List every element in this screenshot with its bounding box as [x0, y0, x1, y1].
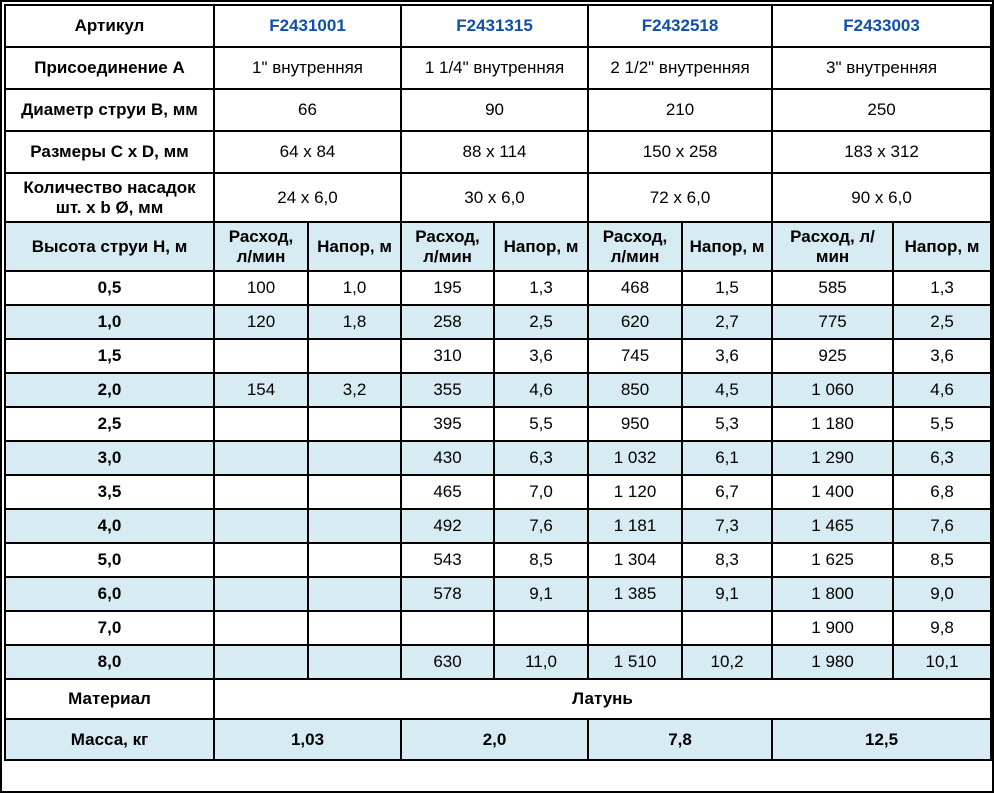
head-m-value: 4,5: [682, 373, 772, 407]
jet-diameter-value: 66: [214, 89, 401, 131]
mass-value: 1,03: [214, 719, 401, 760]
head-m-value: 6,8: [893, 475, 991, 509]
nozzle-count-value: 72 x 6,0: [588, 173, 772, 222]
jet-height-value: 5,0: [5, 543, 214, 577]
flow-lmin-value: 1 385: [588, 577, 682, 611]
flow-lmin-value: 1 510: [588, 645, 682, 679]
head-m-value: 6,1: [682, 441, 772, 475]
head-m-value: 1,8: [308, 305, 401, 339]
flow-lmin-value: 355: [401, 373, 494, 407]
flow-header-row: [5, 222, 991, 271]
head-m-value: 8,5: [893, 543, 991, 577]
row-mass: [5, 719, 991, 760]
row-label-connection: Присоединение A: [5, 47, 214, 89]
col-header-head: Напор, м: [893, 222, 991, 271]
flow-lmin-value: 950: [588, 407, 682, 441]
flow-lmin-value: [214, 441, 308, 475]
jet-height-value: 0,5: [5, 271, 214, 305]
nozzle-count-value: 24 x 6,0: [214, 173, 401, 222]
flow-lmin-value: 745: [588, 339, 682, 373]
head-m-value: [308, 407, 401, 441]
flow-lmin-value: 630: [401, 645, 494, 679]
row-label-jet-diameter: Диаметр струи B, мм: [5, 89, 214, 131]
head-m-value: [308, 475, 401, 509]
flow-lmin-value: 100: [214, 271, 308, 305]
flow-row: [5, 543, 991, 577]
head-m-value: 1,3: [893, 271, 991, 305]
jet-height-value: 1,5: [5, 339, 214, 373]
row-label-dimensions: Размеры C x D, мм: [5, 131, 214, 173]
flow-row: [5, 373, 991, 407]
jet-height-value: 2,5: [5, 407, 214, 441]
article-number: F2432518: [588, 5, 772, 47]
flow-lmin-value: 1 800: [772, 577, 893, 611]
flow-row: [5, 339, 991, 373]
flow-lmin-value: [214, 475, 308, 509]
flow-row: [5, 305, 991, 339]
head-m-value: 9,0: [893, 577, 991, 611]
row-jet-diameter: [5, 89, 991, 131]
head-m-value: 9,8: [893, 611, 991, 645]
head-m-value: [682, 611, 772, 645]
flow-lmin-value: 154: [214, 373, 308, 407]
col-header-flow: Расход, л/мин: [772, 222, 893, 271]
row-article: [5, 5, 991, 47]
mass-value: 12,5: [772, 719, 991, 760]
flow-row: [5, 475, 991, 509]
head-m-value: 5,3: [682, 407, 772, 441]
col-header-head: Напор, м: [682, 222, 772, 271]
jet-height-value: 7,0: [5, 611, 214, 645]
head-m-value: 4,6: [494, 373, 588, 407]
flow-lmin-value: 1 400: [772, 475, 893, 509]
flow-lmin-value: 925: [772, 339, 893, 373]
flow-lmin-value: [401, 611, 494, 645]
flow-row: [5, 271, 991, 305]
flow-lmin-value: 465: [401, 475, 494, 509]
flow-lmin-value: [214, 577, 308, 611]
row-connection: [5, 47, 991, 89]
head-m-value: [308, 509, 401, 543]
head-m-value: [308, 339, 401, 373]
flow-lmin-value: 195: [401, 271, 494, 305]
head-m-value: [494, 611, 588, 645]
flow-lmin-value: [214, 407, 308, 441]
head-m-value: [308, 577, 401, 611]
dimensions-value: 150 x 258: [588, 131, 772, 173]
jet-height-value: 6,0: [5, 577, 214, 611]
row-label-mass: Масса, кг: [5, 719, 214, 760]
flow-lmin-value: 395: [401, 407, 494, 441]
row-label-article: Артикул: [5, 5, 214, 47]
head-m-value: [308, 645, 401, 679]
row-material: [5, 679, 991, 719]
row-label-jet-height: Высота струи H, м: [5, 222, 214, 271]
flow-row: [5, 407, 991, 441]
flow-lmin-value: 1 032: [588, 441, 682, 475]
article-number: F2431001: [214, 5, 401, 47]
flow-row: [5, 611, 991, 645]
head-m-value: 7,3: [682, 509, 772, 543]
flow-lmin-value: 1 465: [772, 509, 893, 543]
flow-lmin-value: 1 900: [772, 611, 893, 645]
head-m-value: 1,0: [308, 271, 401, 305]
head-m-value: 3,6: [893, 339, 991, 373]
col-header-head: Напор, м: [494, 222, 588, 271]
flow-lmin-value: 310: [401, 339, 494, 373]
flow-lmin-value: 1 625: [772, 543, 893, 577]
head-m-value: [308, 543, 401, 577]
row-label-nozzle-count: Количество насадок шт. x b Ø, мм: [5, 173, 214, 222]
head-m-value: 10,2: [682, 645, 772, 679]
jet-diameter-value: 90: [401, 89, 588, 131]
flow-lmin-value: 850: [588, 373, 682, 407]
head-m-value: 6,7: [682, 475, 772, 509]
head-m-value: 10,1: [893, 645, 991, 679]
article-number: F2431315: [401, 5, 588, 47]
jet-height-value: 3,5: [5, 475, 214, 509]
nozzle-count-value: 90 x 6,0: [772, 173, 991, 222]
head-m-value: 8,5: [494, 543, 588, 577]
head-m-value: 7,6: [494, 509, 588, 543]
head-m-value: 9,1: [494, 577, 588, 611]
flow-lmin-value: 1 980: [772, 645, 893, 679]
flow-lmin-value: 258: [401, 305, 494, 339]
flow-row: [5, 645, 991, 679]
row-nozzle-count: [5, 173, 991, 222]
flow-lmin-value: 1 181: [588, 509, 682, 543]
jet-height-value: 8,0: [5, 645, 214, 679]
head-m-value: 3,6: [682, 339, 772, 373]
head-m-value: 2,5: [893, 305, 991, 339]
flow-lmin-value: 1 120: [588, 475, 682, 509]
flow-lmin-value: [214, 339, 308, 373]
head-m-value: [308, 611, 401, 645]
dimensions-value: 183 x 312: [772, 131, 991, 173]
connection-value: 1" внутренняя: [214, 47, 401, 89]
head-m-value: 11,0: [494, 645, 588, 679]
head-m-value: 9,1: [682, 577, 772, 611]
head-m-value: 5,5: [494, 407, 588, 441]
flow-row: [5, 509, 991, 543]
flow-lmin-value: [214, 645, 308, 679]
flow-lmin-value: 430: [401, 441, 494, 475]
row-dimensions: [5, 131, 991, 173]
flow-lmin-value: 120: [214, 305, 308, 339]
flow-lmin-value: 620: [588, 305, 682, 339]
flow-lmin-value: 585: [772, 271, 893, 305]
flow-lmin-value: 1 180: [772, 407, 893, 441]
connection-value: 3" внутренняя: [772, 47, 991, 89]
head-m-value: 6,3: [494, 441, 588, 475]
col-header-flow: Расход, л/мин: [401, 222, 494, 271]
head-m-value: 4,6: [893, 373, 991, 407]
head-m-value: 7,6: [893, 509, 991, 543]
row-label-material: Материал: [5, 679, 214, 719]
jet-diameter-value: 250: [772, 89, 991, 131]
material-value: Латунь: [214, 679, 991, 719]
flow-row: [5, 441, 991, 475]
flow-lmin-value: 1 290: [772, 441, 893, 475]
flow-row: [5, 577, 991, 611]
jet-height-value: 3,0: [5, 441, 214, 475]
mass-value: 7,8: [588, 719, 772, 760]
flow-lmin-value: [214, 543, 308, 577]
flow-lmin-value: 492: [401, 509, 494, 543]
flow-lmin-value: 1 060: [772, 373, 893, 407]
flow-lmin-value: 468: [588, 271, 682, 305]
dimensions-value: 64 x 84: [214, 131, 401, 173]
mass-value: 2,0: [401, 719, 588, 760]
nozzle-count-value: 30 x 6,0: [401, 173, 588, 222]
head-m-value: 2,5: [494, 305, 588, 339]
head-m-value: 2,7: [682, 305, 772, 339]
jet-height-value: 2,0: [5, 373, 214, 407]
flow-lmin-value: [214, 509, 308, 543]
flow-lmin-value: 1 304: [588, 543, 682, 577]
col-header-flow: Расход, л/мин: [588, 222, 682, 271]
flow-lmin-value: 543: [401, 543, 494, 577]
dimensions-value: 88 x 114: [401, 131, 588, 173]
connection-value: 2 1/2" внутренняя: [588, 47, 772, 89]
head-m-value: 3,2: [308, 373, 401, 407]
jet-height-value: 4,0: [5, 509, 214, 543]
flow-lmin-value: 578: [401, 577, 494, 611]
head-m-value: [308, 441, 401, 475]
jet-diameter-value: 210: [588, 89, 772, 131]
head-m-value: 8,3: [682, 543, 772, 577]
head-m-value: 3,6: [494, 339, 588, 373]
flow-lmin-value: 775: [772, 305, 893, 339]
col-header-flow: Расход, л/мин: [214, 222, 308, 271]
connection-value: 1 1/4" внутренняя: [401, 47, 588, 89]
head-m-value: 6,3: [893, 441, 991, 475]
flow-lmin-value: [588, 611, 682, 645]
article-number: F2433003: [772, 5, 991, 47]
col-header-head: Напор, м: [308, 222, 401, 271]
jet-height-value: 1,0: [5, 305, 214, 339]
flow-lmin-value: [214, 611, 308, 645]
product-spec-table: [4, 4, 992, 761]
head-m-value: 1,5: [682, 271, 772, 305]
head-m-value: 5,5: [893, 407, 991, 441]
head-m-value: 7,0: [494, 475, 588, 509]
head-m-value: 1,3: [494, 271, 588, 305]
